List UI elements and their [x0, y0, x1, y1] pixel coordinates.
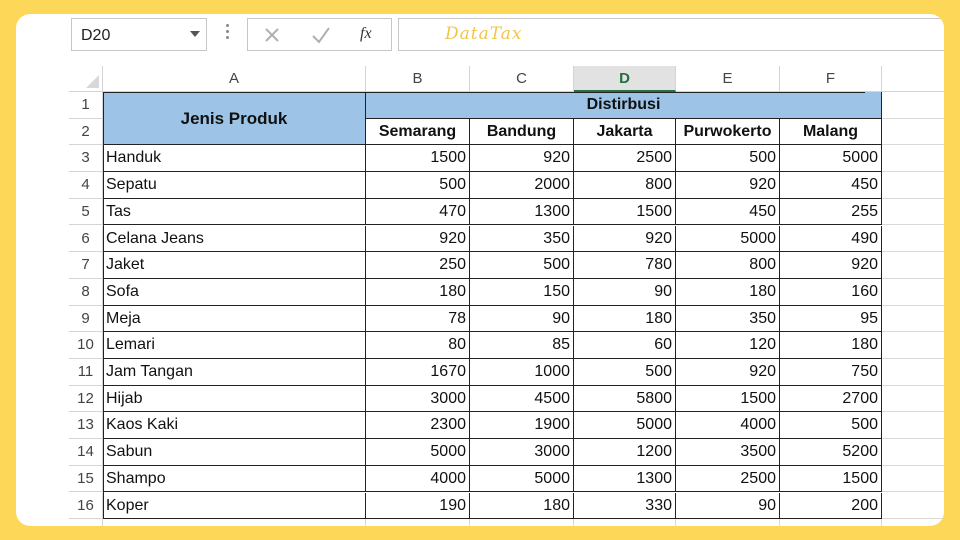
value-cell[interactable]: 3000 [470, 439, 574, 466]
table-border-top [103, 92, 865, 93]
empty-cell[interactable] [882, 199, 944, 226]
empty-cell[interactable] [882, 493, 944, 520]
value-cell[interactable]: 1500 [366, 145, 470, 172]
value-cell[interactable]: 5800 [574, 386, 676, 413]
value-cell[interactable]: 90 [676, 493, 780, 520]
value-cell[interactable]: 3500 [676, 439, 780, 466]
watermark-logo: DataTax [445, 24, 523, 44]
value-cell[interactable]: 780 [574, 252, 676, 279]
value-cell[interactable]: 1200 [574, 439, 676, 466]
value-cell[interactable]: 350 [470, 226, 574, 253]
value-cell[interactable]: 5000 [470, 466, 574, 493]
value-cell[interactable]: 180 [780, 332, 882, 359]
row-header[interactable]: 2 [69, 119, 103, 146]
value-cell[interactable]: 2300 [366, 412, 470, 439]
value-cell[interactable]: 60 [574, 332, 676, 359]
value-cell[interactable]: 255 [780, 199, 882, 226]
row-header[interactable]: 4 [69, 172, 103, 199]
value-cell[interactable]: 450 [676, 199, 780, 226]
empty-cell[interactable] [882, 386, 944, 413]
value-cell[interactable]: 1300 [470, 199, 574, 226]
value-cell[interactable]: 1300 [574, 466, 676, 493]
empty-cell[interactable] [470, 519, 574, 526]
value-cell[interactable]: 450 [780, 172, 882, 199]
empty-cell[interactable] [882, 92, 944, 119]
formula-input[interactable] [398, 18, 944, 51]
value-cell[interactable]: 1000 [470, 359, 574, 386]
name-box[interactable] [71, 18, 207, 51]
empty-cell[interactable] [882, 119, 944, 146]
column-header-c[interactable]: C [470, 66, 574, 92]
product-cell[interactable]: Tas [103, 199, 366, 226]
value-cell[interactable]: 2000 [470, 172, 574, 199]
value-cell[interactable]: 2700 [780, 386, 882, 413]
column-header-f[interactable]: F [780, 66, 882, 92]
product-cell[interactable]: Jam Tangan [103, 359, 366, 386]
column-header-stub [882, 66, 944, 92]
value-cell[interactable]: 920 [676, 172, 780, 199]
value-cell[interactable]: 3000 [366, 386, 470, 413]
empty-cell[interactable] [882, 172, 944, 199]
value-cell[interactable]: 1900 [470, 412, 574, 439]
empty-cell[interactable] [882, 439, 944, 466]
value-cell[interactable]: 920 [780, 252, 882, 279]
value-cell[interactable]: 5000 [676, 226, 780, 253]
product-cell[interactable]: Sabun [103, 439, 366, 466]
value-cell[interactable]: 95 [780, 306, 882, 333]
product-cell[interactable]: Lemari [103, 332, 366, 359]
product-cell[interactable]: Celana Jeans [103, 226, 366, 253]
value-cell[interactable]: 920 [574, 226, 676, 253]
value-cell[interactable]: 180 [574, 306, 676, 333]
product-cell[interactable]: Hijab [103, 386, 366, 413]
row-header[interactable]: 5 [69, 199, 103, 226]
header-city-bandung[interactable]: Bandung [470, 119, 574, 146]
header-jenis-produk[interactable]: Jenis Produk [103, 92, 366, 145]
header-distribusi[interactable]: Distirbusi [366, 92, 882, 119]
product-cell[interactable]: Shampo [103, 466, 366, 493]
spreadsheet-grid[interactable] [69, 66, 944, 526]
header-city-semarang[interactable]: Semarang [366, 119, 470, 146]
row-header[interactable]: 8 [69, 279, 103, 306]
value-cell[interactable]: 470 [366, 199, 470, 226]
cancel-icon[interactable] [262, 25, 282, 45]
value-cell[interactable]: 490 [780, 226, 882, 253]
row-header[interactable]: 9 [69, 306, 103, 333]
screenshot-card [16, 14, 944, 526]
value-cell[interactable]: 500 [676, 145, 780, 172]
value-cell[interactable]: 80 [366, 332, 470, 359]
value-cell[interactable]: 150 [470, 279, 574, 306]
value-cell[interactable]: 1670 [366, 359, 470, 386]
row-header[interactable]: 6 [69, 226, 103, 253]
column-header-b[interactable]: B [366, 66, 470, 92]
empty-cell[interactable] [882, 279, 944, 306]
row-header[interactable] [69, 519, 103, 526]
empty-cell[interactable] [882, 306, 944, 333]
value-cell[interactable]: 500 [366, 172, 470, 199]
value-cell[interactable]: 1500 [780, 466, 882, 493]
empty-cell[interactable] [366, 519, 470, 526]
value-cell[interactable]: 2500 [676, 466, 780, 493]
table-border-left [103, 92, 104, 519]
value-cell[interactable]: 160 [780, 279, 882, 306]
row-header[interactable]: 11 [69, 359, 103, 386]
insert-function-icon[interactable]: fx [360, 25, 372, 42]
column-header-e[interactable]: E [676, 66, 780, 92]
header-city-malang[interactable]: Malang [780, 119, 882, 146]
value-cell[interactable]: 750 [780, 359, 882, 386]
value-cell[interactable]: 5000 [366, 439, 470, 466]
value-cell[interactable]: 1500 [574, 199, 676, 226]
name-box-value: D20 [81, 27, 111, 44]
row-header[interactable]: 15 [69, 466, 103, 493]
value-cell[interactable]: 2500 [574, 145, 676, 172]
row-header[interactable]: 14 [69, 439, 103, 466]
value-cell[interactable]: 4500 [470, 386, 574, 413]
value-cell[interactable]: 920 [470, 145, 574, 172]
product-cell[interactable]: Koper [103, 493, 366, 520]
value-cell[interactable]: 5000 [780, 145, 882, 172]
more-options-icon [222, 24, 232, 42]
product-cell[interactable]: Kaos Kaki [103, 412, 366, 439]
row-header[interactable]: 10 [69, 332, 103, 359]
value-cell[interactable]: 4000 [676, 412, 780, 439]
value-cell[interactable]: 500 [470, 252, 574, 279]
value-cell[interactable]: 800 [574, 172, 676, 199]
product-cell[interactable]: Sofa [103, 279, 366, 306]
empty-cell[interactable] [103, 519, 366, 526]
value-cell[interactable]: 85 [470, 332, 574, 359]
empty-cell[interactable] [780, 519, 882, 526]
chevron-down-icon[interactable] [190, 31, 200, 37]
empty-cell[interactable] [882, 145, 944, 172]
value-cell[interactable]: 120 [676, 332, 780, 359]
value-cell[interactable]: 500 [574, 359, 676, 386]
empty-cell[interactable] [882, 226, 944, 253]
empty-cell[interactable] [882, 412, 944, 439]
empty-cell[interactable] [882, 519, 944, 526]
value-cell[interactable]: 350 [676, 306, 780, 333]
column-header-d[interactable]: D [574, 66, 676, 92]
value-cell[interactable]: 920 [366, 226, 470, 253]
empty-cell[interactable] [882, 359, 944, 386]
product-cell[interactable]: Sepatu [103, 172, 366, 199]
value-cell[interactable]: 500 [780, 412, 882, 439]
value-cell[interactable]: 5200 [780, 439, 882, 466]
empty-cell[interactable] [574, 519, 676, 526]
value-cell[interactable]: 90 [470, 306, 574, 333]
value-cell[interactable]: 190 [366, 493, 470, 520]
value-cell[interactable]: 4000 [366, 466, 470, 493]
row-header[interactable]: 7 [69, 252, 103, 279]
row-header[interactable]: 12 [69, 386, 103, 413]
value-cell[interactable]: 78 [366, 306, 470, 333]
row-header[interactable]: 1 [69, 92, 103, 119]
value-cell[interactable]: 250 [366, 252, 470, 279]
value-cell[interactable]: 5000 [574, 412, 676, 439]
value-cell[interactable]: 180 [366, 279, 470, 306]
value-cell[interactable]: 180 [676, 279, 780, 306]
value-cell[interactable]: 200 [780, 493, 882, 520]
product-cell[interactable]: Jaket [103, 252, 366, 279]
select-all-button[interactable] [69, 66, 103, 92]
header-city-jakarta[interactable]: Jakarta [574, 119, 676, 146]
empty-cell[interactable] [882, 466, 944, 493]
value-cell[interactable]: 920 [676, 359, 780, 386]
empty-cell[interactable] [882, 332, 944, 359]
row-header[interactable]: 3 [69, 145, 103, 172]
value-cell[interactable]: 1500 [676, 386, 780, 413]
product-cell[interactable]: Handuk [103, 145, 366, 172]
row-header[interactable]: 16 [69, 493, 103, 520]
column-header-a[interactable]: A [103, 66, 366, 92]
product-cell[interactable]: Meja [103, 306, 366, 333]
value-cell[interactable]: 800 [676, 252, 780, 279]
enter-check-icon[interactable] [310, 25, 332, 45]
header-city-purwokerto[interactable]: Purwokerto [676, 119, 780, 146]
value-cell[interactable]: 180 [470, 493, 574, 520]
formula-buttons [247, 18, 392, 51]
row-header[interactable]: 13 [69, 412, 103, 439]
value-cell[interactable]: 330 [574, 493, 676, 520]
empty-cell[interactable] [882, 252, 944, 279]
empty-cell[interactable] [676, 519, 780, 526]
value-cell[interactable]: 90 [574, 279, 676, 306]
